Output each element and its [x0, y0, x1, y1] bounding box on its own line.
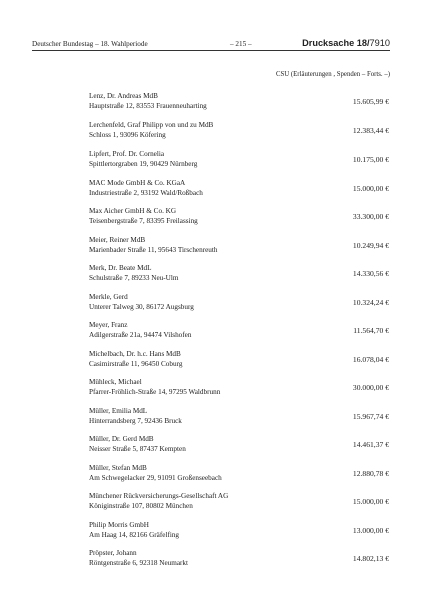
- donation-amount: 10.249,94 €: [352, 241, 389, 250]
- donor-entry: [89, 464, 389, 486]
- donor-entry: [89, 435, 389, 457]
- donation-amount: 14.330,56 €: [352, 269, 389, 278]
- donor-address: Schloss 1, 93096 Köfering: [89, 130, 166, 139]
- donor-address: Spittlertorgraben 19, 90429 Nürnberg: [89, 159, 198, 168]
- parliament-label: Deutscher Bundestag – 18. Wahlperiode: [32, 40, 148, 48]
- donor-name: Max Aicher GmbH & Co. KG: [89, 207, 177, 215]
- donor-entry: [89, 92, 389, 114]
- donor-entry: [89, 207, 389, 229]
- section-label: CSU (Erläuterungen , Spenden – Forts. –): [275, 71, 390, 78]
- donor-entry: [89, 521, 389, 543]
- document-number-prefix: Drucksache 18/: [302, 38, 370, 48]
- donation-amount: 14.461,37 €: [352, 440, 389, 449]
- donor-address: Hauptstraße 12, 83553 Frauenneuharting: [89, 101, 207, 110]
- donation-amount: 13.000,00 €: [352, 526, 389, 535]
- donor-name: Münchener Rückversicherungs-Gesellschaft AG: [89, 492, 229, 500]
- donor-address: Röntgenstraße 6, 92318 Neumarkt: [89, 558, 189, 567]
- donor-address: Marienbader Straße 11, 95643 Tirschenreuth: [89, 245, 218, 254]
- donor-name: Lerchenfeld, Graf Philipp von und zu MdB: [89, 121, 214, 129]
- donation-amount: 15.000,00 €: [352, 497, 389, 506]
- donor-name: Lenz, Dr. Andreas MdB: [89, 92, 158, 100]
- donor-name: Pröpster, Johann: [89, 549, 137, 557]
- donation-amount: 10.324,24 €: [352, 298, 389, 307]
- donation-amount: 10.175,00 €: [352, 155, 389, 164]
- page-number: – 215 –: [230, 40, 252, 48]
- donation-amount: 15.000,00 €: [352, 184, 389, 193]
- donation-amount: 12.880,78 €: [352, 469, 389, 478]
- donor-name: Michelbach, Dr. h.c. Hans MdB: [89, 350, 181, 358]
- donor-name: Merk, Dr. Beate MdL: [89, 264, 152, 272]
- donor-name: Meier, Reiner MdB: [89, 236, 146, 244]
- donor-name: Philip Morris GmbH: [89, 521, 149, 529]
- donor-entry: [89, 121, 389, 143]
- donation-amount: 30.000,00 €: [352, 383, 389, 392]
- donor-entry: [89, 264, 389, 286]
- donor-name: Mühleck, Michael: [89, 378, 142, 386]
- donor-address: Unterer Talweg 30, 86172 Augsburg: [89, 302, 194, 311]
- donor-address: Am Schwegelacker 29, 91091 Großenseebach: [89, 473, 222, 482]
- donor-name: Müller, Dr. Gerd MdB: [89, 435, 154, 443]
- donor-address: Adilgerstraße 21a, 94474 Vilshofen: [89, 330, 192, 339]
- donation-amount: 12.383,44 €: [352, 126, 389, 135]
- donation-amount: 16.078,04 €: [352, 355, 389, 364]
- donation-amount: 33.300,00 €: [352, 212, 389, 221]
- donor-address: Königinstraße 107, 80802 München: [89, 501, 193, 510]
- donor-address: Neisser Straße 5, 87437 Kempten: [89, 444, 186, 453]
- donor-address: Schulstraße 7, 89233 Neu-Ulm: [89, 273, 179, 282]
- donor-address: Casimirstraße 11, 96450 Coburg: [89, 359, 183, 368]
- document-number-value: 7910: [369, 38, 390, 48]
- donor-name: Merkle, Gerd: [89, 293, 128, 301]
- donor-address: Industriestraße 2, 93192 Wald/Roßbach: [89, 188, 203, 197]
- donor-entry: [89, 236, 389, 258]
- donor-name: Lipfert, Prof. Dr. Cornelia: [89, 150, 165, 158]
- donation-amount: 15.967,74 €: [352, 412, 389, 421]
- donor-entry: [89, 293, 389, 315]
- donor-entry: [89, 150, 389, 172]
- donor-entry: [89, 378, 389, 400]
- donor-entry: [89, 350, 389, 372]
- donor-address: Hinterrandsberg 7, 92436 Bruck: [89, 416, 182, 425]
- donation-amount: 15.605,99 €: [352, 97, 389, 106]
- donor-address: Pfarrer-Fröhlich-Straße 14, 97295 Waldbrunn: [89, 387, 221, 396]
- donor-name: MAC Mode GmbH & Co. KGaA: [89, 179, 186, 187]
- donor-address: Teisenbergstraße 7, 83395 Freilassing: [89, 216, 198, 225]
- donor-address: Am Haag 14, 82166 Gräfelfing: [89, 530, 180, 539]
- donor-name: Meyer, Franz: [89, 321, 128, 329]
- donor-entry: [89, 321, 389, 343]
- donor-name: Müller, Stefan MdB: [89, 464, 147, 472]
- donor-entry: [89, 407, 389, 429]
- donor-entry: [89, 549, 389, 571]
- donation-amount: 14.802,13 €: [352, 554, 389, 563]
- donation-amount: 11.564,70 €: [353, 326, 389, 335]
- donor-name: Müller, Emilia MdL: [89, 407, 148, 415]
- donor-entry: [89, 492, 389, 514]
- donor-entry: [89, 179, 389, 201]
